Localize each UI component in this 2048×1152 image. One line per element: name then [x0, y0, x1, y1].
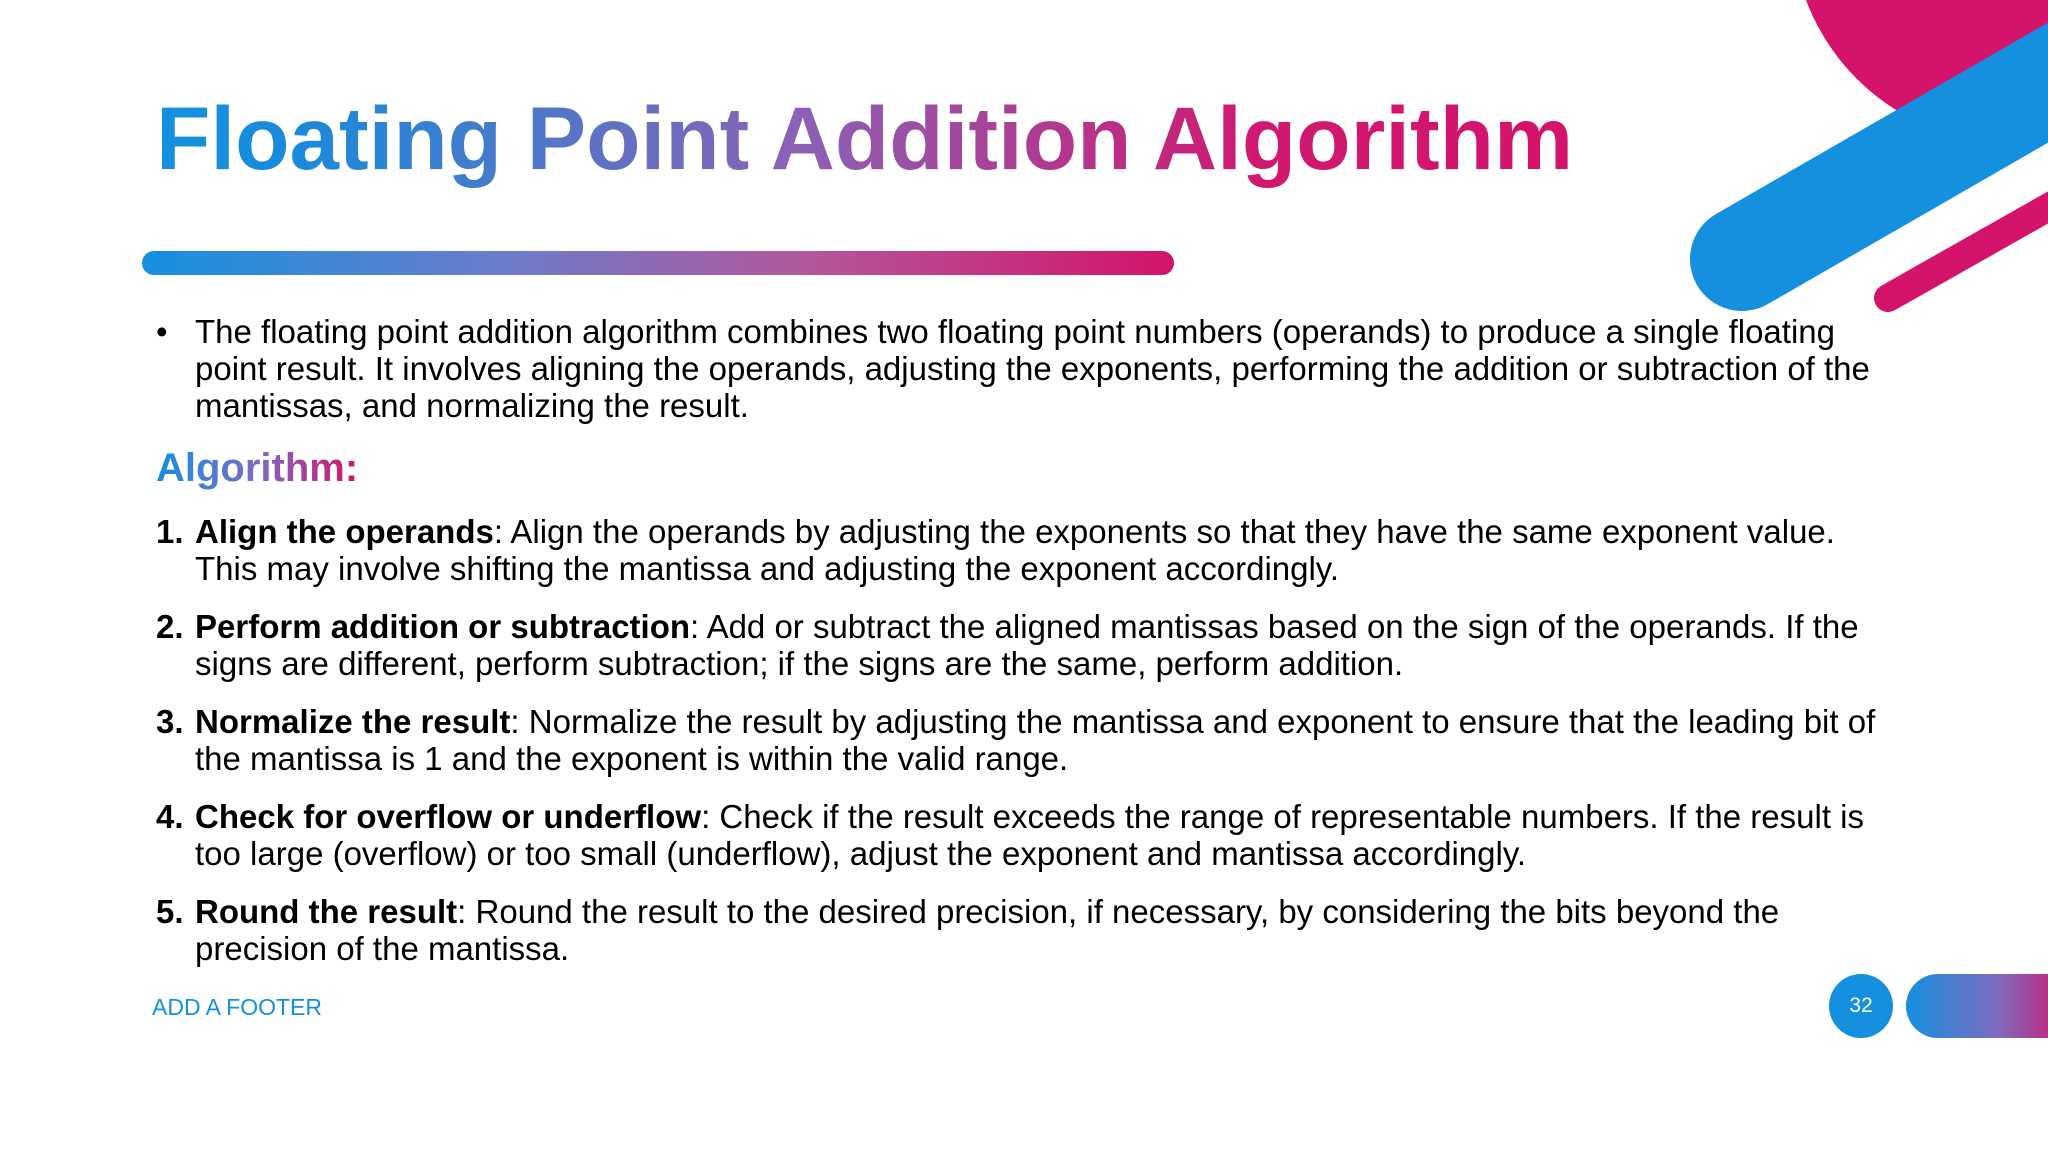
step-item: [156, 703, 1896, 777]
step-number: 4.: [156, 798, 184, 835]
bullet-glyph: •: [156, 313, 168, 350]
step-term: Check for overflow or underflow: [195, 798, 702, 835]
step-term: Normalize the result: [195, 703, 511, 740]
step-term: Perform addition or subtraction: [195, 608, 691, 645]
step-number: 2.: [156, 608, 184, 645]
step-item: [156, 513, 1896, 587]
footer-text: ADD A FOOTER: [152, 994, 322, 1020]
step-description: : Align the operands by adjusting the exponents so that they have the same exponent value. This may involve shifting the mantissa and adjusting the exponent accordingly.: [195, 513, 1835, 587]
step-item: [156, 893, 1896, 967]
intro-bullet: [156, 313, 1896, 424]
page-title: Floating Point Addition Algorithm: [156, 82, 1573, 194]
intro-text: The floating point addition algorithm combines two floating point numbers (operands) to produce a single floating point result. It involves aligning the operands, adjusting the exponents, performing the addition or subtraction of the mantissas, and normalizing the result.: [195, 313, 1870, 424]
step-item: [156, 798, 1896, 872]
step-description: : Normalize the result by adjusting the mantissa and exponent to ensure that the leading bit of the mantissa is 1 and the exponent is within the valid range.: [195, 703, 1876, 777]
algorithm-steps: [156, 513, 1896, 988]
step-number: 3.: [156, 703, 184, 740]
footer-gradient-pill: [1906, 974, 2048, 1038]
step-description: : Check if the result exceeds the range of representable numbers. If the result is too large (overflow) or too small (underflow), adjust the exponent and mantissa accordingly.: [195, 798, 1865, 872]
step-description: : Add or subtract the aligned mantissas based on the sign of the operands. If the signs are different, perform subtraction; if the signs are the same, perform addition.: [195, 608, 1859, 682]
step-number: 1.: [156, 513, 184, 550]
step-description: : Round the result to the desired precision, if necessary, by considering the bits beyond the precision of the mantissa.: [195, 893, 1780, 967]
page-number-badge: 32: [1829, 974, 1893, 1038]
step-term: Align the operands: [195, 513, 494, 550]
step-term: Round the result: [195, 893, 458, 930]
step-item: [156, 608, 1896, 682]
title-underline-bar: [142, 251, 1174, 275]
algorithm-heading: Algorithm:: [156, 440, 358, 496]
step-number: 5.: [156, 893, 184, 930]
